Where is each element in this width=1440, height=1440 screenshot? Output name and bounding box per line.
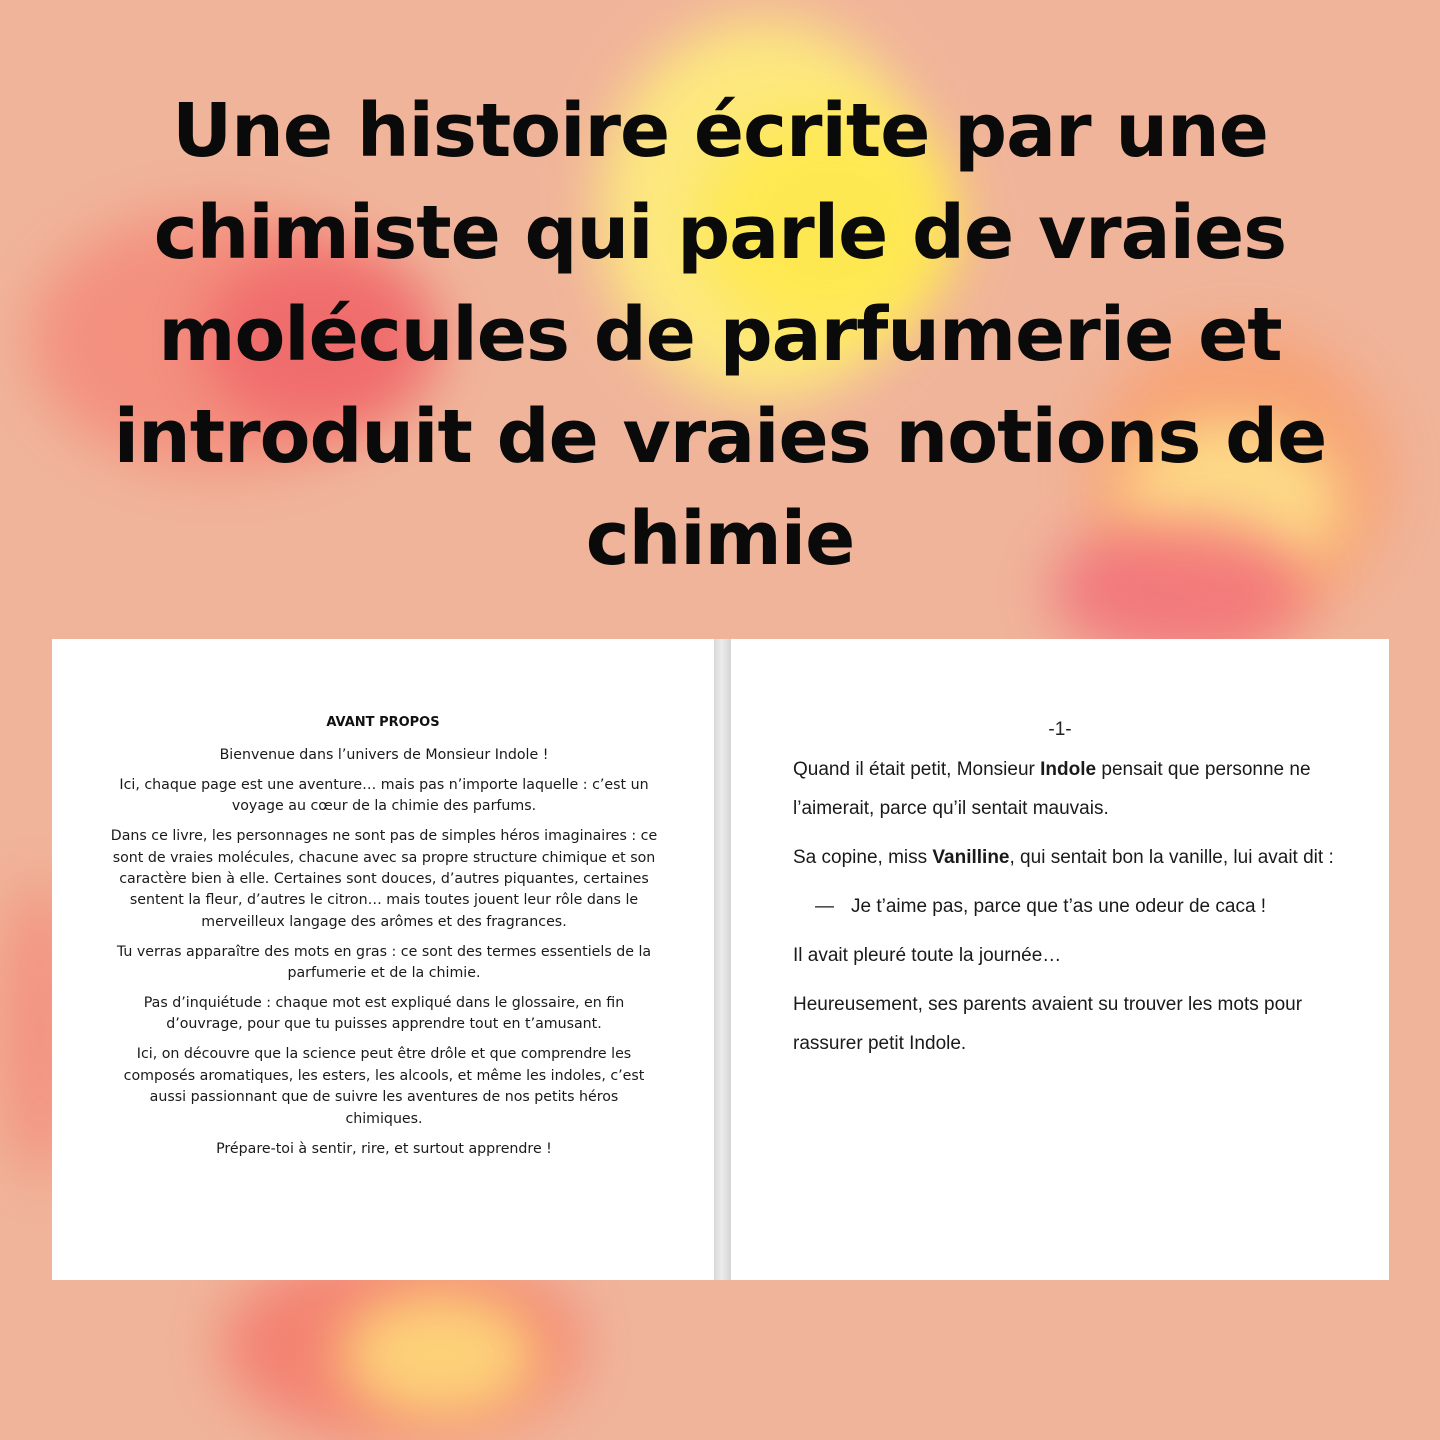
dialog-line [793, 887, 1343, 926]
bold-term: Vanilline [932, 847, 1010, 868]
bold-term: Indole [1040, 759, 1097, 780]
preface-paragraph: Bienvenue dans l’univers de Monsieur Indole ! [219, 747, 549, 763]
story-paragraph: Heureusement, ses parents avaient su trouver les mots pour rassurer petit Indole. [793, 994, 1303, 1054]
story-paragraph [793, 750, 1343, 828]
preface-paragraph: Prépare-toi à sentir, rire, et surtout apprendre ! [216, 1140, 552, 1157]
story-text [793, 750, 1343, 1073]
yellow-splash [340, 1290, 540, 1420]
book-spread [52, 639, 1389, 1280]
preface-paragraph: Ici, chaque page est une aventure… mais pas n’importe laquelle : c’est un voyage au cœur de la chimie des parfums. [119, 776, 649, 815]
preface-body [110, 745, 658, 1168]
story-paragraph [793, 838, 1343, 877]
story-page [731, 639, 1389, 1280]
preface-paragraph: Ici, on découvre que la science peut être drôle et que comprendre les composés aromatiques, les esters, les alcools, et même les indoles, c’est aussi passionnant que de suivre les aventures de nos petits héros chimiques. [123, 1046, 645, 1127]
preface-title: AVANT PROPOS [326, 715, 440, 730]
page-number: -1- [1048, 719, 1072, 740]
preface-paragraph: Pas d’inquiétude : chaque mot est expliqué dans le glossaire, en fin d’ouvrage, pour que tu puisses apprendre tout en t’amusant. [143, 995, 625, 1033]
story-text-run: Quand il était petit, Monsieur [793, 759, 1041, 780]
preface-page [52, 639, 714, 1280]
dialog-text: Je t’aime pas, parce que t’as une odeur de caca ! [851, 896, 1267, 917]
dialog-dash: — [815, 896, 834, 917]
book-spine [714, 639, 731, 1280]
story-paragraph: Il avait pleuré toute la journée… [793, 945, 1062, 966]
story-text-run: Sa copine, miss [793, 847, 933, 868]
story-text-run: pensait que personne ne l’aimerait, parce qu’il sentait mauvais. [793, 759, 1311, 819]
preface-paragraph: Dans ce livre, les personnages ne sont pas de simples héros imaginaires : ce sont de vraies molécules, chacune avec sa propre structure chimique et son caractère bien à elle. Certaines sont douces, d’autres piquantes, certaines sentent la fleur, d’autres le citron… mais toutes jouent leur rôle dans le merveilleux langage des arômes et des fragrances. [110, 828, 658, 930]
preface-paragraph: Tu verras apparaître des mots en gras : ce sont des termes essentiels de la parfumerie et de la chimie. [116, 943, 652, 982]
story-text-run: , qui sentait bon la vanille, lui avait dit : [1009, 847, 1334, 868]
headline: Une histoire écrite par une chimiste qui parle de vraies molécules de parfumerie et introduit de vraies notions de chimie [113, 88, 1327, 582]
